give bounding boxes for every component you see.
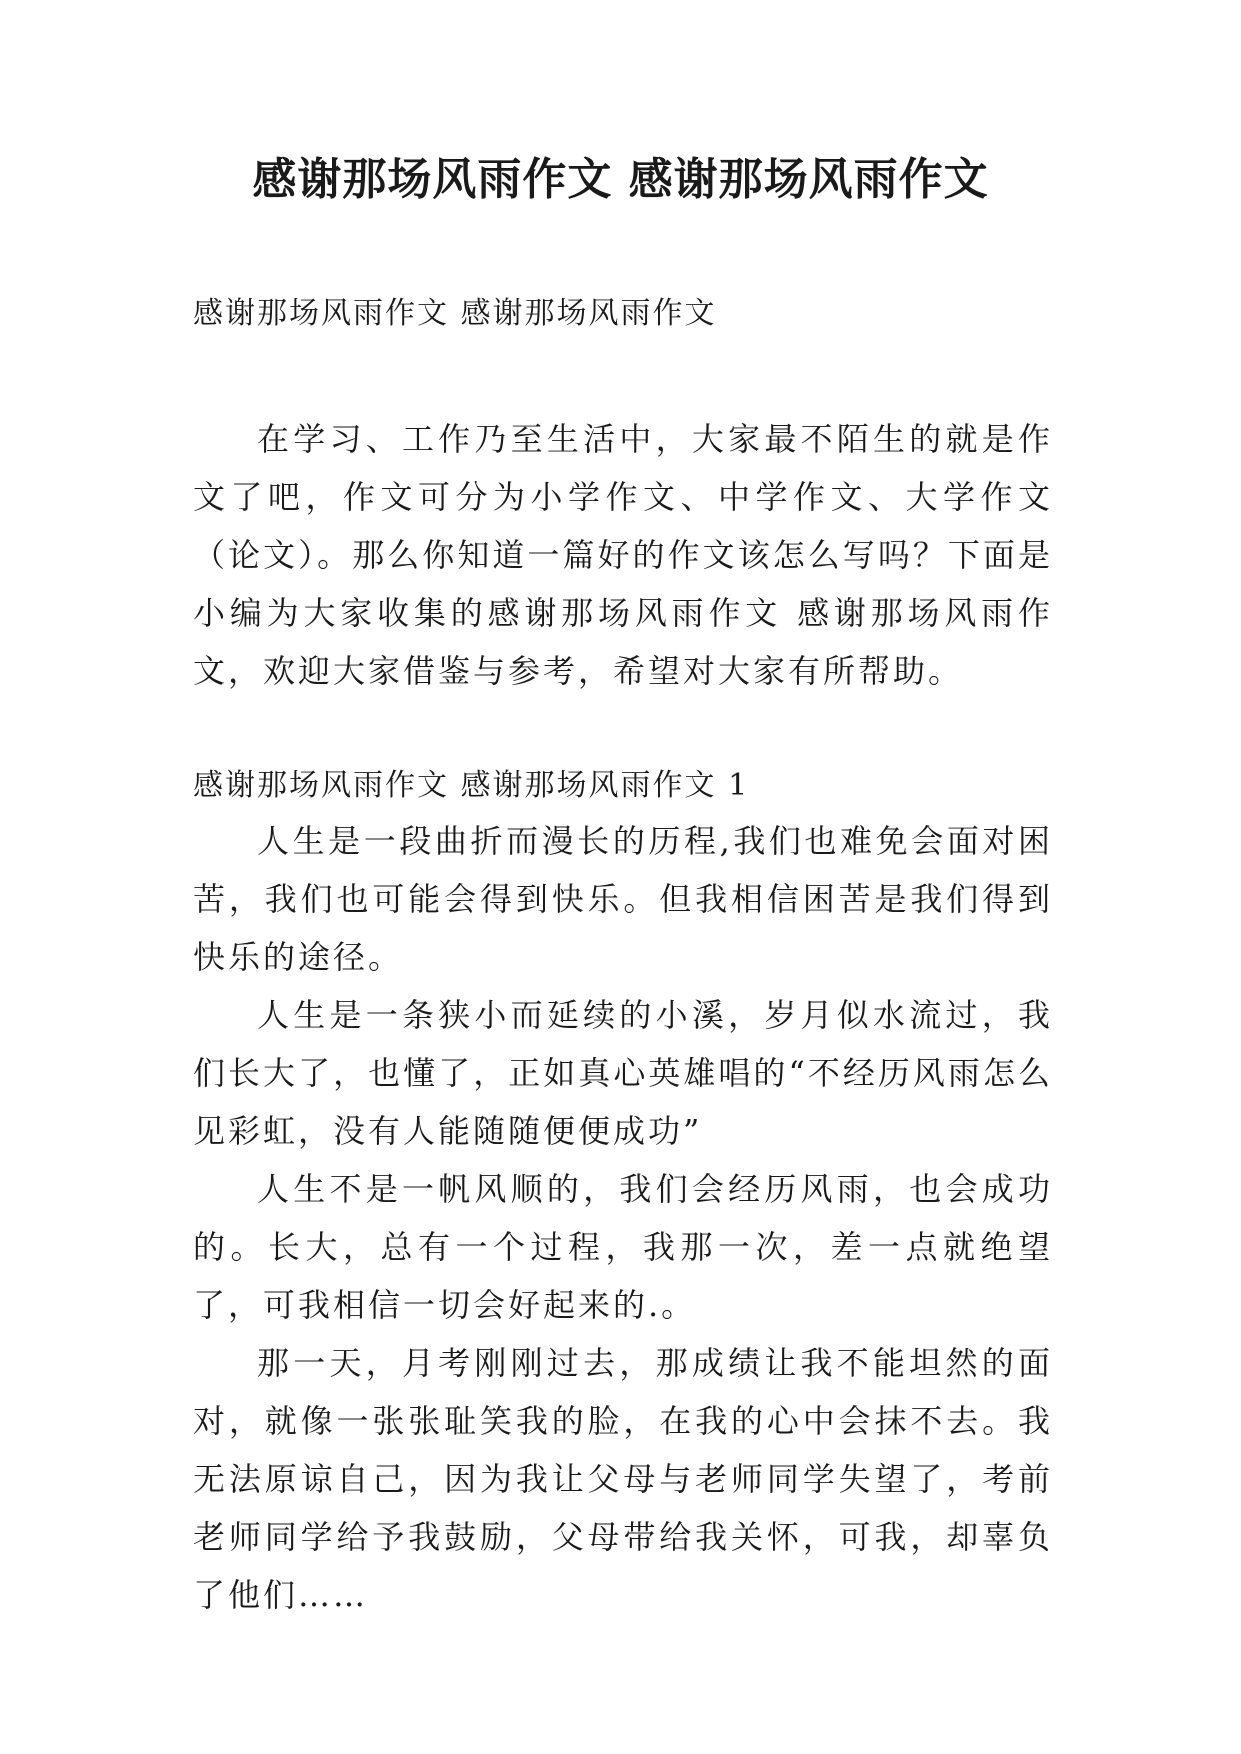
essay-paragraph-3: 人生不是一帆风顺的，我们会经历风雨，也会成功的。长大，总有一个过程，我那一次，差一点就绝望了，可我相信一切会好起来的.。 — [193, 1170, 1053, 1324]
document-title: 感谢那场风雨作文 感谢那场风雨作文 — [252, 154, 989, 205]
essay-paragraph-2: 人生是一条狭小而延续的小溪，岁月似水流过，我们长大了，也懂了，正如真心英雄唱的“不经历风雨怎么见彩虹，没有人能随随便便成功” — [193, 996, 1053, 1150]
intro-paragraph: 在学习、工作乃至生活中，大家最不陌生的就是作文了吧，作文可分为小学作文、中学作文、大学作文（论文）。那么你知道一篇好的作文该怎么写吗？下面是小编为大家收集的感谢那场风雨作文 感谢那场风雨作文，欢迎大家借鉴与参考，希望对大家有所帮助。 — [193, 420, 1053, 690]
section-heading: 感谢那场风雨作文 感谢那场风雨作文 1 — [193, 768, 750, 803]
essay-body — [193, 812, 1053, 1624]
essay-paragraph-4: 那一天，月考刚刚过去，那成绩让我不能坦然的面对，就像一张张耻笑我的脸，在我的心中会抹不去。我无法原谅自己，因为我让父母与老师同学失望了，考前老师同学给予我鼓励，父母带给我关怀，可我，却辜负了他们…… — [193, 1344, 1053, 1614]
essay-paragraph-1: 人生是一段曲折而漫长的历程,我们也难免会面对困苦，我们也可能会得到快乐。但我相信困苦是我们得到快乐的途径。 — [193, 822, 1053, 976]
document-subtitle: 感谢那场风雨作文 感谢那场风雨作文 — [193, 296, 717, 331]
